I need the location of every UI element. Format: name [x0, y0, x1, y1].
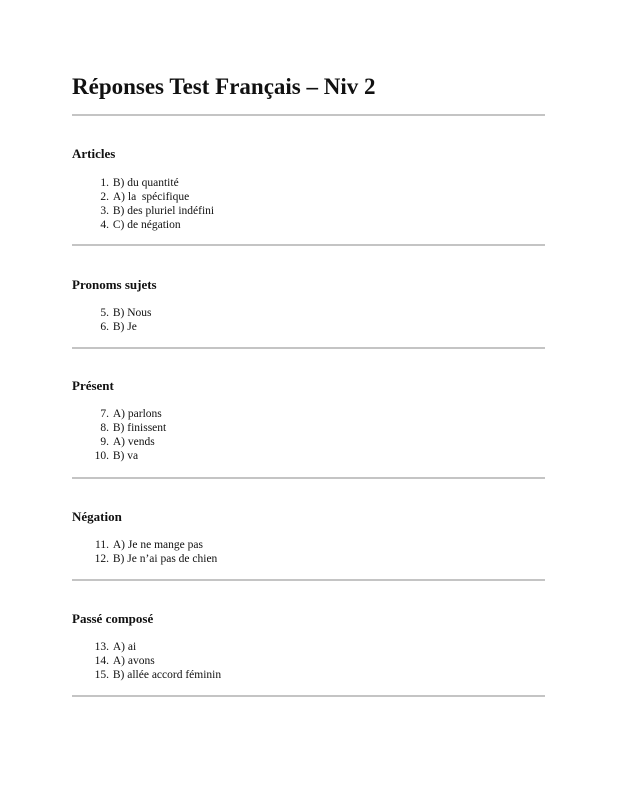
answer-item — [72, 176, 214, 190]
answer-item — [72, 552, 217, 566]
answer-number: 10. — [94, 450, 109, 462]
section-heading-pronoms-sujets: Pronoms sujets — [72, 277, 157, 292]
answer-text: B) finissent — [112, 422, 167, 434]
section-divider — [72, 579, 545, 581]
answer-item — [72, 654, 221, 668]
answer-item — [72, 435, 166, 449]
answer-text: B) Nous — [112, 307, 152, 319]
answer-text: A) Je ne mange pas — [112, 539, 203, 551]
answer-text: B) des pluriel indéfini — [112, 205, 215, 217]
answer-text: C) de négation — [112, 219, 181, 231]
answer-number: 15. — [94, 669, 109, 681]
answer-item — [72, 668, 221, 682]
answer-number: 8. — [100, 422, 109, 434]
answer-item — [72, 190, 214, 204]
section-heading-present: Présent — [72, 378, 114, 393]
answer-item — [72, 218, 214, 232]
answer-number: 11. — [95, 539, 109, 551]
answer-list-present — [72, 407, 166, 463]
answer-number: 14. — [94, 655, 109, 667]
answer-text: A) avons — [112, 655, 155, 667]
answer-number: 9. — [100, 436, 109, 448]
answer-item — [72, 204, 214, 218]
answer-item — [72, 449, 166, 463]
answer-number: 2. — [100, 191, 109, 203]
answer-item — [72, 407, 166, 421]
title-divider — [72, 114, 545, 116]
section-heading-negation: Négation — [72, 509, 122, 524]
answer-number: 3. — [100, 205, 109, 217]
document-title: Réponses Test Français – Niv 2 — [72, 74, 376, 99]
answer-number: 5. — [100, 307, 109, 319]
answer-number: 7. — [100, 408, 109, 420]
answer-item — [72, 640, 221, 654]
answer-text: A) parlons — [112, 408, 162, 420]
answer-item — [72, 538, 217, 552]
answer-text: A) vends — [112, 436, 155, 448]
answer-list-pronoms-sujets — [72, 306, 152, 334]
answer-text: B) allée accord féminin — [112, 669, 222, 681]
answer-text: B) Je n’ai pas de chien — [112, 553, 218, 565]
answer-text: B) Je — [112, 321, 137, 333]
section-divider — [72, 695, 545, 697]
section-divider — [72, 244, 545, 246]
answer-number: 6. — [100, 321, 109, 333]
section-divider — [72, 347, 545, 349]
section-heading-articles: Articles — [72, 146, 116, 161]
answer-number: 13. — [94, 641, 109, 653]
answer-item — [72, 421, 166, 435]
answer-list-negation — [72, 538, 217, 566]
answer-number: 4. — [100, 219, 109, 231]
section-divider — [72, 477, 545, 479]
answer-list-passe-compose — [72, 640, 221, 682]
answer-text: B) du quantité — [112, 177, 179, 189]
answer-text: B) va — [112, 450, 139, 462]
answer-number: 1. — [100, 177, 109, 189]
answer-text: A) la spécifique — [112, 191, 190, 203]
answer-list-articles — [72, 176, 214, 232]
answer-number: 12. — [94, 553, 109, 565]
answer-item — [72, 320, 152, 334]
answer-text: A) ai — [112, 641, 137, 653]
section-heading-passe-compose: Passé composé — [72, 611, 154, 626]
answer-item — [72, 306, 152, 320]
